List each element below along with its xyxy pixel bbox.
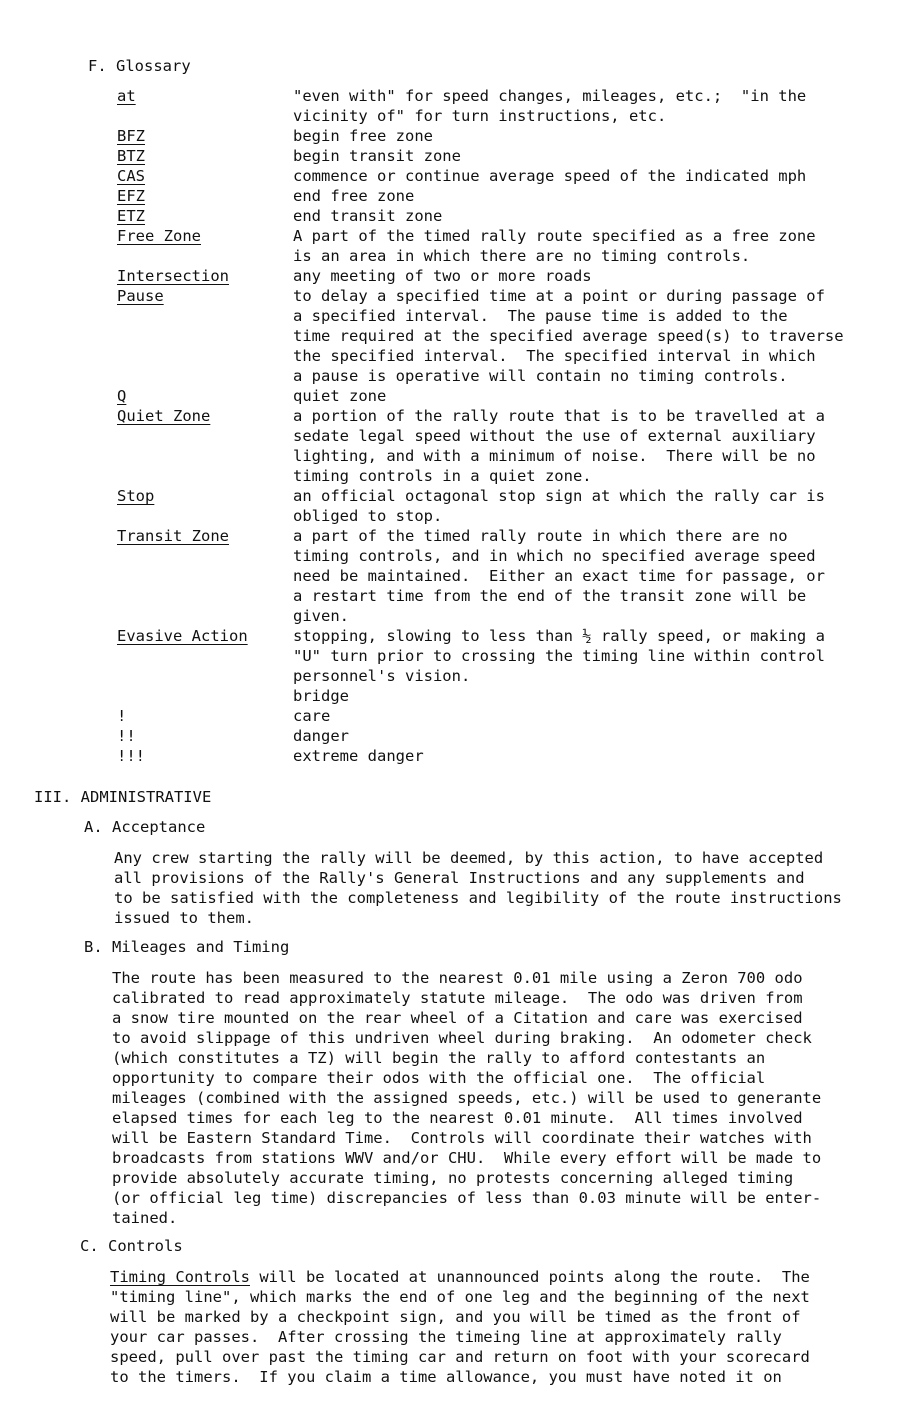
glossary-definition-line: begin transit zone — [293, 147, 461, 165]
glossary-definition-line: extreme danger — [293, 747, 424, 765]
subsection-heading-acceptance: A. Acceptance — [84, 818, 206, 836]
glossary-term: Evasive Action — [117, 627, 248, 645]
glossary-term: Stop — [117, 487, 155, 505]
paragraph-line: elapsed times for each leg to the nearest 0.01 minute. All times involved — [112, 1109, 803, 1127]
paragraph-line: all provisions of the Rally's General Instructions and any supplements and — [114, 869, 805, 887]
glossary-definition-line: is an area in which there are no timing controls. — [293, 247, 751, 265]
glossary-definition-line: "even with" for speed changes, mileages, etc.; "in the — [293, 87, 807, 105]
glossary-definition-line: stopping, slowing to less than ½ rally speed, or making a — [293, 627, 825, 645]
glossary-definition-line: to delay a specified time at a point or during passage of — [293, 287, 825, 305]
glossary-definition-line: commence or continue average speed of the indicated mph — [293, 167, 807, 185]
glossary-definition-line: timing controls in a quiet zone. — [293, 467, 592, 485]
paragraph-line: (or official leg time) discrepancies of less than 0.03 minute will be enter- — [112, 1189, 822, 1207]
section-heading-administrative: III. ADMINISTRATIVE — [34, 788, 212, 806]
glossary-definition-line: end transit zone — [293, 207, 443, 225]
paragraph-line: broadcasts from stations WWV and/or CHU. While every effort will be made to — [112, 1149, 822, 1167]
glossary-definition-line: obliged to stop. — [293, 507, 443, 525]
glossary-definition-line: a portion of the rally route that is to be travelled at a — [293, 407, 825, 425]
paragraph-line: tained. — [112, 1209, 178, 1227]
glossary-definition-line: the specified interval. The specified interval in which — [293, 347, 816, 365]
glossary-definition-line: a specified interval. The pause time is added to the — [293, 307, 788, 325]
glossary-definition-line: a pause is operative will contain no timing controls. — [293, 367, 788, 385]
glossary-definition-line: sedate legal speed without the use of external auxiliary — [293, 427, 816, 445]
glossary-term: Q — [117, 387, 127, 405]
glossary-term: CAS — [117, 167, 145, 185]
glossary-definition-line: lighting, and with a minimum of noise. There will be no — [293, 447, 816, 465]
glossary-definition-line: bridge — [293, 687, 349, 705]
glossary-definition-line: an official octagonal stop sign at which the rally car is — [293, 487, 825, 505]
glossary-term: Intersection — [117, 267, 229, 285]
glossary-term: ETZ — [117, 207, 145, 225]
glossary-definition-line: care — [293, 707, 331, 725]
paragraph-line: opportunity to compare their odos with the official one. The official — [112, 1069, 766, 1087]
paragraph-line: your car passes. After crossing the timeing line at approximately rally — [110, 1328, 782, 1346]
paragraph-line: speed, pull over past the timing car and return on foot with your scorecard — [110, 1348, 810, 1366]
paragraph-line: mileages (combined with the assigned speeds, etc.) will be used to generante — [112, 1089, 822, 1107]
glossary-term: ! — [117, 707, 127, 725]
glossary-definition-line: a restart time from the end of the transit zone will be — [293, 587, 807, 605]
subsection-heading-controls: C. Controls — [80, 1237, 183, 1255]
glossary-term: !!! — [117, 747, 145, 765]
paragraph-line: will be marked by a checkpoint sign, and you will be timed as the front of — [110, 1308, 801, 1326]
glossary-definition-line: vicinity of" for turn instructions, etc. — [293, 107, 667, 125]
paragraph-line: provide absolutely accurate timing, no protests concerning alleged timing — [112, 1169, 794, 1187]
glossary-definition-line: "U" turn prior to crossing the timing line within control — [293, 647, 825, 665]
glossary-definition-line: personnel's vision. — [293, 667, 471, 685]
glossary-definition-line: need be maintained. Either an exact time for passage, or — [293, 567, 825, 585]
paragraph-line: a snow tire mounted on the rear wheel of a Citation and care was exercised — [112, 1009, 803, 1027]
glossary-term: Transit Zone — [117, 527, 229, 545]
glossary-term: Free Zone — [117, 227, 201, 245]
paragraph-line: "timing line", which marks the end of one leg and the beginning of the next — [110, 1288, 810, 1306]
glossary-term: at — [117, 87, 136, 105]
glossary-definition-line: a part of the timed rally route in which there are no — [293, 527, 788, 545]
paragraph-line: (which constitutes a TZ) will begin the rally to afford contestants an — [112, 1049, 766, 1067]
controls-first-line — [110, 1267, 810, 1287]
paragraph-line: The route has been measured to the nearest 0.01 mile using a Zeron 700 odo — [112, 969, 803, 987]
paragraph-line: calibrated to read approximately statute mileage. The odo was driven from — [112, 989, 803, 1007]
glossary-term: BFZ — [117, 127, 145, 145]
glossary-term: Pause — [117, 287, 164, 305]
paragraph-line: to the timers. If you claim a time allowance, you must have noted it on — [110, 1368, 782, 1386]
paragraph-line: Any crew starting the rally will be deemed, by this action, to have accepted — [114, 849, 824, 867]
glossary-definition-line: begin free zone — [293, 127, 433, 145]
subsection-heading-mileages: B. Mileages and Timing — [84, 938, 290, 956]
timing-controls-term: Timing Controls — [110, 1268, 250, 1286]
glossary-definition-line: danger — [293, 727, 349, 745]
glossary-term: !! — [117, 727, 136, 745]
controls-first-line-rest: will be located at unannounced points along the route. The — [249, 1268, 810, 1286]
glossary-heading: F. Glossary — [88, 57, 191, 75]
paragraph-line: will be Eastern Standard Time. Controls will coordinate their watches with — [112, 1129, 812, 1147]
glossary-definition-line: timing controls, and in which no specified average speed — [293, 547, 816, 565]
glossary-definition-line: A part of the timed rally route specified as a free zone — [293, 227, 816, 245]
glossary-term: BTZ — [117, 147, 145, 165]
glossary-term: Quiet Zone — [117, 407, 211, 425]
glossary-definition-line: time required at the specified average speed(s) to traverse — [293, 327, 844, 345]
paragraph-line: to avoid slippage of this undriven wheel during braking. An odometer check — [112, 1029, 812, 1047]
glossary-definition-line: quiet zone — [293, 387, 387, 405]
glossary-definition-line: given. — [293, 607, 349, 625]
paragraph-line: issued to them. — [114, 909, 254, 927]
glossary-term: EFZ — [117, 187, 145, 205]
paragraph-line: to be satisfied with the completeness and legibility of the route instructions — [114, 889, 842, 907]
glossary-definition-line: end free zone — [293, 187, 415, 205]
glossary-definition-line: any meeting of two or more roads — [293, 267, 592, 285]
